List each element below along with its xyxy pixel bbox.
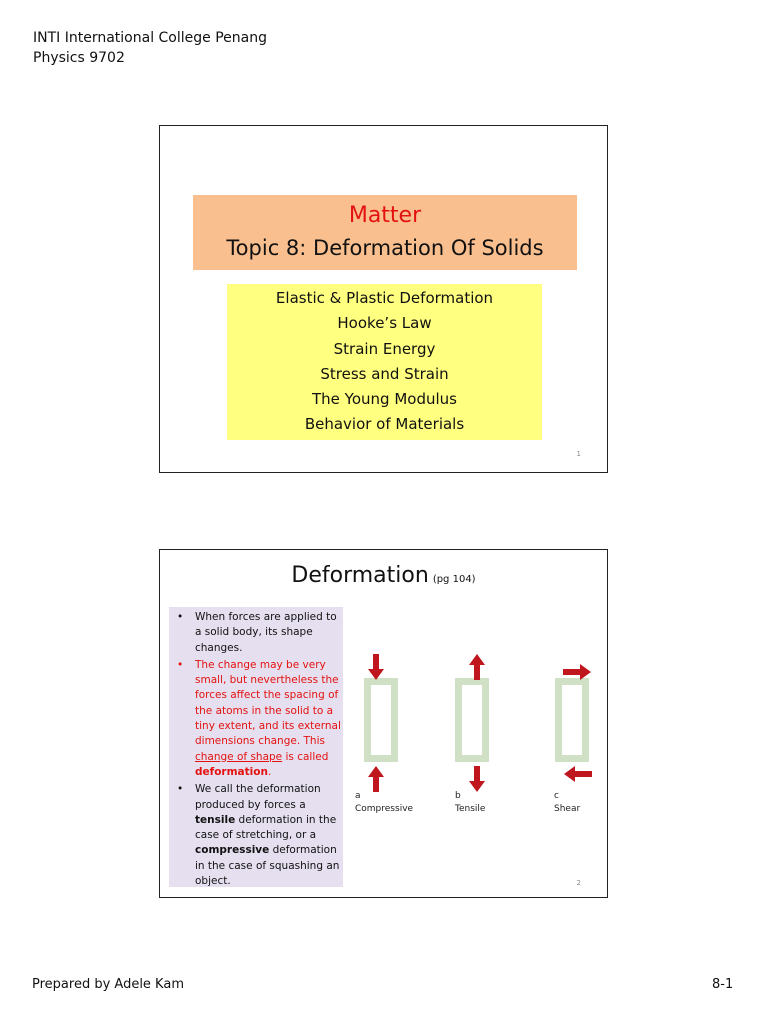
bullet-text: deformation in the case of squashing an object. — [195, 844, 340, 888]
topic-item: Stress and Strain — [320, 364, 449, 383]
diagram-c-label: Shear — [554, 804, 581, 814]
arrow-up-icon — [469, 654, 485, 680]
bullet-bold-text: tensile — [195, 813, 236, 826]
compressive-bar — [364, 678, 398, 762]
header-institution: INTI International College Penang — [33, 30, 267, 46]
diagram-a-letter: a — [355, 791, 361, 801]
bullet-item: • When forces are applied to a solid body, its shape changes. — [175, 610, 341, 656]
header-course: Physics 9702 — [33, 50, 125, 66]
bullet-item — [175, 782, 341, 889]
bullet-item — [175, 658, 341, 780]
bullet-text: . — [267, 765, 272, 778]
bullet-underlined-text: change of shape — [195, 750, 283, 763]
diagram-a-label: Compressive — [355, 804, 414, 814]
topic-item: Hooke’s Law — [337, 314, 432, 333]
slide-1 — [159, 125, 608, 473]
bullet-bold-text: compressive — [195, 844, 270, 857]
bullet-bold-text: deformation — [195, 765, 268, 778]
arrow-down-icon — [469, 766, 485, 792]
bullet-text: The change may be very small, but nevertheless the forces affect the spacing of the atoms in the solid to a tiny extent, and its external dimensions change. This — [195, 658, 341, 748]
bullet-text: is called — [282, 750, 329, 763]
topic-item: Strain Energy — [333, 339, 436, 358]
slide-1-title-topic: Topic 8: Deformation Of Solids — [226, 236, 544, 260]
arrow-left-icon — [564, 766, 592, 782]
slide-2-title-text: Deformation — [291, 563, 429, 588]
topic-item: Elastic & Plastic Deformation — [275, 289, 494, 307]
bullet-text: deformation in the case of stretching, or a — [195, 813, 337, 842]
slide-1-title-matter: Matter — [348, 203, 422, 228]
slide-2-bullet-box — [169, 607, 343, 887]
footer-author: Prepared by Adele Kam — [32, 977, 184, 992]
arrow-down-icon — [368, 654, 384, 680]
slide-2-page-ref: (pg 104) — [432, 574, 476, 585]
arrow-up-icon — [368, 766, 384, 792]
slide-2-title — [160, 563, 607, 588]
arrow-right-icon — [563, 664, 591, 680]
slide-1-title-box — [193, 195, 577, 270]
slide-1-topics-box — [227, 284, 542, 440]
diagram-b-letter: b — [455, 791, 461, 801]
diagram-c-letter: c — [554, 791, 559, 801]
tensile-bar — [455, 678, 489, 762]
topic-item: The Young Modulus — [312, 390, 457, 409]
topic-item: Behavior of Materials — [304, 415, 465, 434]
slide-1-number: 1 — [576, 450, 581, 458]
shear-bar — [555, 678, 589, 762]
slide-2 — [159, 549, 608, 898]
diagram-b-label: Tensile — [455, 804, 486, 814]
bullet-text: We call the deformation produced by forces a — [195, 783, 321, 811]
footer-page-number: 8-1 — [712, 977, 734, 992]
slide-2-number: 2 — [576, 879, 581, 887]
